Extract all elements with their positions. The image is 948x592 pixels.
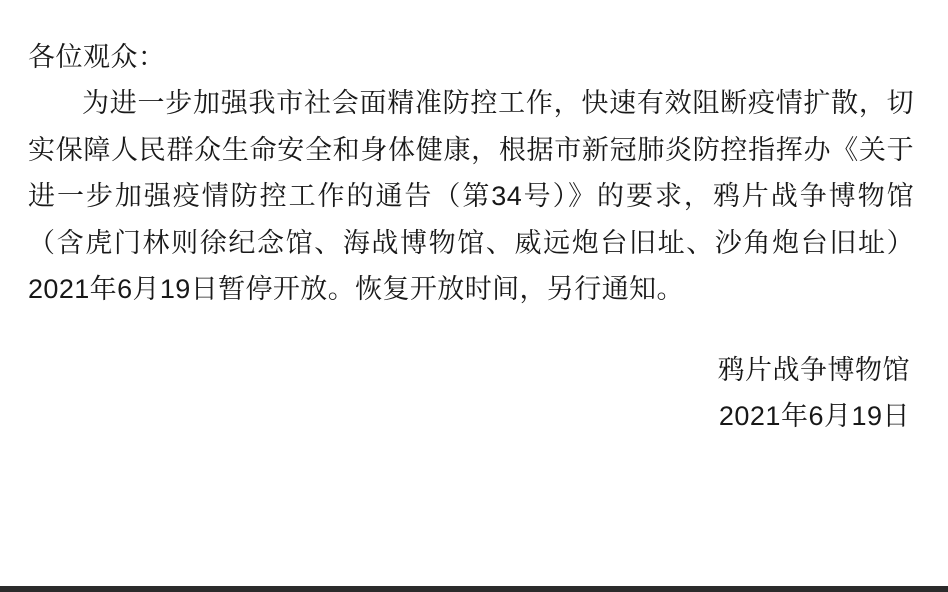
- notice-body-paragraph: 为进一步加强我市社会面精准防控工作，快速有效阻断疫情扩散，切实保障人民群众生命安全和身体健康，根据市新冠肺炎防控指挥办《关于进一步加强疫情防控工作的通告（第34号）》的要求，鸦片战争博物馆（含虎门林则徐纪念馆、海战博物馆、威远炮台旧址、沙角炮台旧址）2021年6月19日暂停开放。恢复开放时间，另行通知。: [28, 88, 914, 305]
- signature-date: 2021年6月19日: [718, 400, 910, 431]
- bottom-rule-divider: [0, 586, 948, 592]
- signature-block: [28, 347, 914, 440]
- salutation: 各位观众：: [28, 42, 166, 72]
- signature-organization: 鸦片战争博物馆: [717, 354, 910, 385]
